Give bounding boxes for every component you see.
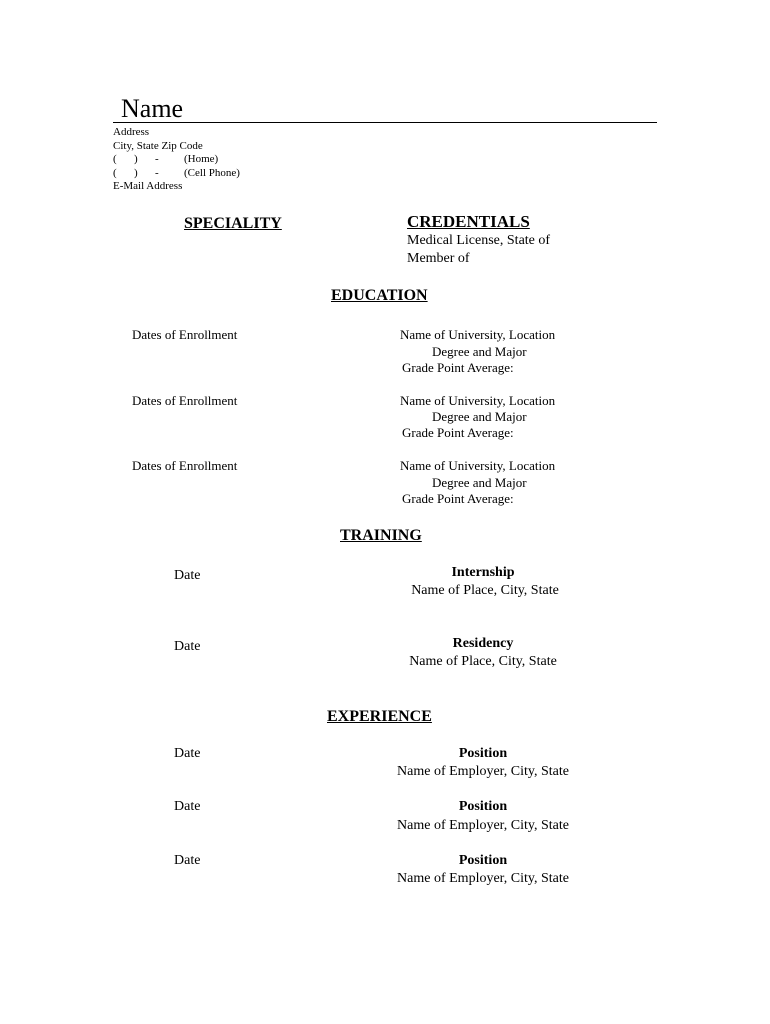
experience-employer: Name of Employer, City, State: [397, 764, 569, 779]
experience-position: Position: [458, 799, 508, 814]
home-phone-label: (Home): [184, 153, 219, 165]
city-state-zip-line: City, State Zip Code: [113, 140, 203, 152]
education-university: Name of University, Location: [400, 458, 556, 473]
home-phone-paren-open: (: [113, 153, 117, 165]
address-line: Address: [113, 126, 150, 138]
training-place: Name of Place, City, State: [409, 654, 557, 669]
experience-employer: Name of Employer, City, State: [397, 871, 569, 886]
name-field: [113, 94, 657, 123]
experience-employer: Name of Employer, City, State: [397, 818, 569, 833]
cell-phone-paren-open: (: [113, 167, 117, 179]
education-dates: Dates of Enrollment: [132, 458, 238, 473]
cell-phone-dash: -: [155, 167, 159, 179]
education-degree: Degree and Major: [432, 409, 527, 424]
education-dates: Dates of Enrollment: [132, 393, 238, 408]
education-gpa: Grade Point Average:: [402, 425, 514, 440]
training-place: Name of Place, City, State: [411, 583, 559, 598]
education-degree: Degree and Major: [432, 475, 527, 490]
credentials-line-license: Medical License, State of: [407, 233, 551, 248]
home-phone-dash: -: [155, 153, 159, 165]
home-phone-paren-close: ): [134, 153, 138, 165]
education-heading: EDUCATION: [331, 287, 428, 304]
name-text: Name: [121, 94, 184, 123]
experience-date: Date: [174, 799, 201, 814]
credentials-line-member: Member of: [407, 251, 470, 266]
experience-position: Position: [458, 853, 508, 868]
email-line: E-Mail Address: [113, 180, 183, 192]
experience-date: Date: [174, 853, 201, 868]
experience-date: Date: [174, 746, 201, 761]
training-date: Date: [174, 568, 201, 583]
education-gpa: Grade Point Average:: [402, 491, 514, 506]
experience-position: Position: [458, 746, 508, 761]
education-gpa: Grade Point Average:: [402, 360, 514, 375]
education-dates: Dates of Enrollment: [132, 327, 238, 342]
education-university: Name of University, Location: [400, 393, 556, 408]
cell-phone-line: [113, 167, 313, 180]
training-title: Internship: [451, 565, 515, 580]
home-phone-line: [113, 153, 313, 166]
cell-phone-paren-close: ): [134, 167, 138, 179]
training-title: Residency: [452, 636, 514, 651]
credentials-heading: CREDENTIALS: [407, 212, 530, 231]
training-heading: TRAINING: [340, 527, 422, 544]
experience-heading: EXPERIENCE: [327, 708, 432, 725]
training-date: Date: [174, 639, 201, 654]
speciality-heading: SPECIALITY: [184, 215, 282, 232]
cell-phone-label: (Cell Phone): [184, 167, 240, 179]
education-degree: Degree and Major: [432, 344, 527, 359]
education-university: Name of University, Location: [400, 327, 556, 342]
